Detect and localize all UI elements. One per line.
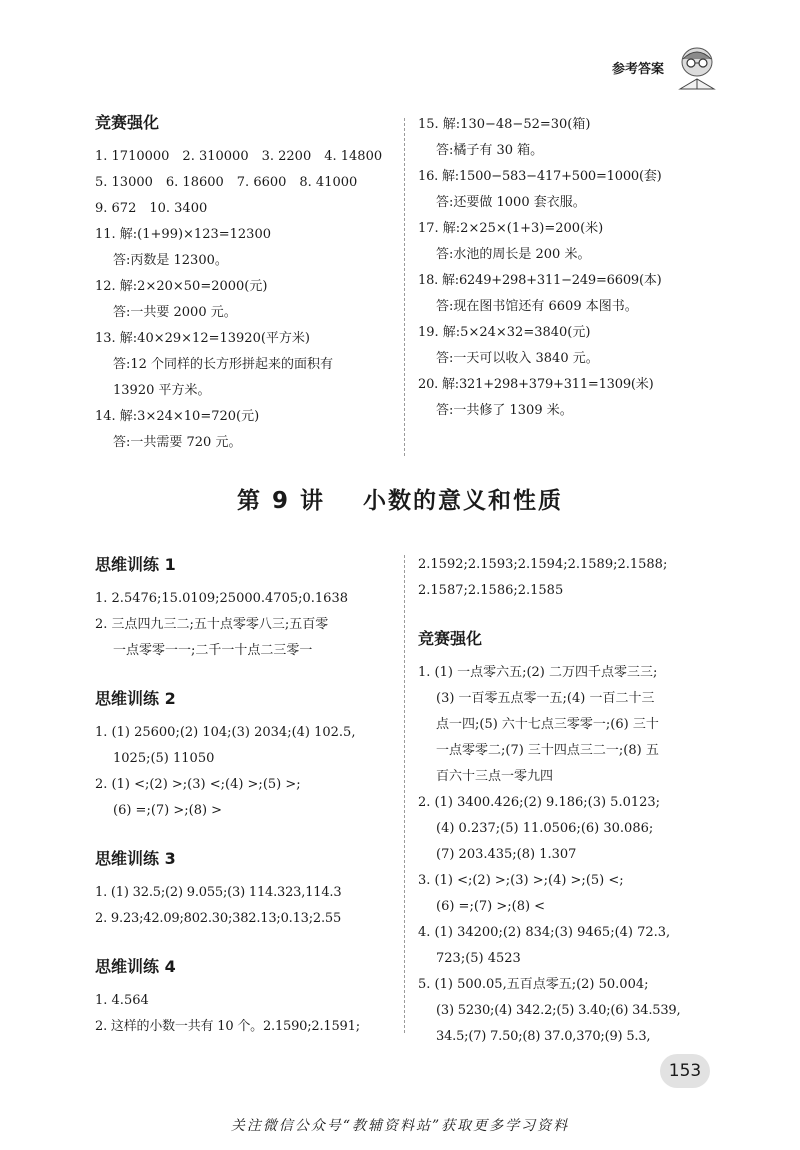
footer-note: 关注微信公众号“教辅资料站”获取更多学习资料 (230, 1118, 570, 1134)
answer-line: 答:现在图书馆还有 6609 本图书。 (436, 299, 638, 314)
answer-line: (4) 0.237;(5) 11.0506;(6) 30.086; (436, 821, 654, 836)
section-heading: 思维训练 3 (95, 849, 176, 868)
answer-line: 一点零零二;(7) 三十四点三二一;(8) 五 (436, 743, 659, 758)
answer-line: 1. (1) 25600;(2) 104;(3) 2034;(4) 102.5, (95, 725, 356, 740)
answer-line: 答:水池的周长是 200 米。 (436, 247, 591, 262)
page-number: 153 (660, 1054, 710, 1088)
answer-line: 答:一天可以收入 3840 元。 (436, 351, 599, 366)
section-heading: 竞赛强化 (95, 113, 160, 132)
answer-line: 14. 解:3×24×10=720(元) (95, 409, 260, 424)
answer-line: 2.1592;2.1593;2.1594;2.1589;2.1588; (418, 557, 668, 572)
answer-line: (3) 一百零五点零一五;(4) 一百二十三 (436, 691, 655, 706)
answer-line: 4. (1) 34200;(2) 834;(3) 9465;(4) 72.3, (418, 925, 671, 940)
column-divider-bottom (404, 555, 405, 1033)
answer-line: 答:丙数是 12300。 (113, 253, 228, 268)
answer-line: 34.5;(7) 7.50;(8) 37.0,370;(9) 5.3, (436, 1029, 651, 1044)
section-heading: 思维训练 2 (95, 689, 176, 708)
answer-line: 2. 这样的小数一共有 10 个。2.1590;2.1591; (95, 1019, 360, 1034)
answer-line: 5. 13000 6. 18600 7. 6600 8. 41000 (95, 175, 358, 190)
column-divider-top (404, 118, 405, 456)
section-heading: 思维训练 4 (95, 957, 176, 976)
answer-line: 2. 9.23;42.09;802.30;382.13;0.13;2.55 (95, 911, 342, 926)
competition-answers-bottom-right (418, 552, 718, 1050)
competition-answers-top-right (418, 112, 718, 424)
answer-line: 16. 解:1500−583−417+500=1000(套) (418, 169, 662, 184)
answer-line: 2. (1) 3400.426;(2) 9.186;(3) 5.0123; (418, 795, 661, 810)
answer-line: 1. 2.5476;15.0109;25000.4705;0.1638 (95, 591, 348, 606)
answer-line: 2. 三点四九三二;五十点零零八三;五百零 (95, 617, 329, 632)
answer-line: 答:橘子有 30 箱。 (436, 143, 544, 158)
answer-line: 1. (1) 32.5;(2) 9.055;(3) 114.323,114.3 (95, 885, 342, 900)
chapter-number: 第 9 讲 (236, 488, 326, 514)
answer-line: (6) =;(7) >;(8) > (113, 803, 223, 818)
answer-line: 一点零零一一;二千一十点二三零一 (113, 643, 313, 658)
answer-line: 点一四;(5) 六十七点三零零一;(6) 三十 (436, 717, 659, 732)
answer-line: 15. 解:130−48−52=30(箱) (418, 117, 591, 132)
answer-line: (3) 5230;(4) 342.2;(5) 3.40;(6) 34.539, (436, 1003, 681, 1018)
answer-line: 11. 解:(1+99)×123=12300 (95, 227, 271, 242)
header-label: 参考答案 (612, 62, 665, 77)
answer-line: 答:一共修了 1309 米。 (436, 403, 573, 418)
answer-line: 1. 1710000 2. 310000 3. 2200 4. 14800 (95, 149, 383, 164)
competition-answers-top-left (95, 110, 395, 456)
answer-line: 19. 解:5×24×32=3840(元) (418, 325, 591, 340)
answer-line: (6) =;(7) >;(8) < (436, 899, 546, 914)
section-heading: 思维训练 1 (95, 555, 176, 574)
answer-line: 答:一共要 2000 元。 (113, 305, 237, 320)
answer-line: 13920 平方米。 (113, 383, 211, 398)
answer-line: 2. (1) <;(2) >;(3) <;(4) >;(5) >; (95, 777, 301, 792)
answer-line: 答:一共需要 720 元。 (113, 435, 242, 450)
section-heading: 竞赛强化 (418, 629, 483, 648)
answer-line: 1025;(5) 11050 (113, 751, 215, 766)
answer-line: 17. 解:2×25×(1+3)=200(米) (418, 221, 604, 236)
chapter-title (0, 482, 800, 515)
answer-line: 答:还要做 1000 套衣服。 (436, 195, 586, 210)
answer-line: (7) 203.435;(8) 1.307 (436, 847, 577, 862)
answer-line: 3. (1) <;(2) >;(3) >;(4) >;(5) <; (418, 873, 624, 888)
answer-line: 答:12 个同样的长方形拼起来的面积有 (113, 357, 334, 372)
answer-line: 9. 672 10. 3400 (95, 201, 208, 216)
answer-line: 2.1587;2.1586;2.1585 (418, 583, 564, 598)
reading-child-icon (672, 45, 722, 91)
answer-line: 百六十三点一零九四 (436, 769, 554, 784)
answer-line: 1. (1) 一点零六五;(2) 二万四千点零三三; (418, 665, 658, 680)
answer-line: 1. 4.564 (95, 993, 149, 1008)
answer-line: 20. 解:321+298+379+311=1309(米) (418, 377, 654, 392)
answer-line: 723;(5) 4523 (436, 951, 521, 966)
answer-line: 13. 解:40×29×12=13920(平方米) (95, 331, 310, 346)
answer-line: 18. 解:6249+298+311−249=6609(本) (418, 273, 662, 288)
answer-line: 12. 解:2×20×50=2000(元) (95, 279, 268, 294)
training-answers-left (95, 552, 395, 1040)
chapter-name: 小数的意义和性质 (363, 488, 564, 514)
answer-line: 5. (1) 500.05,五百点零五;(2) 50.004; (418, 977, 649, 992)
